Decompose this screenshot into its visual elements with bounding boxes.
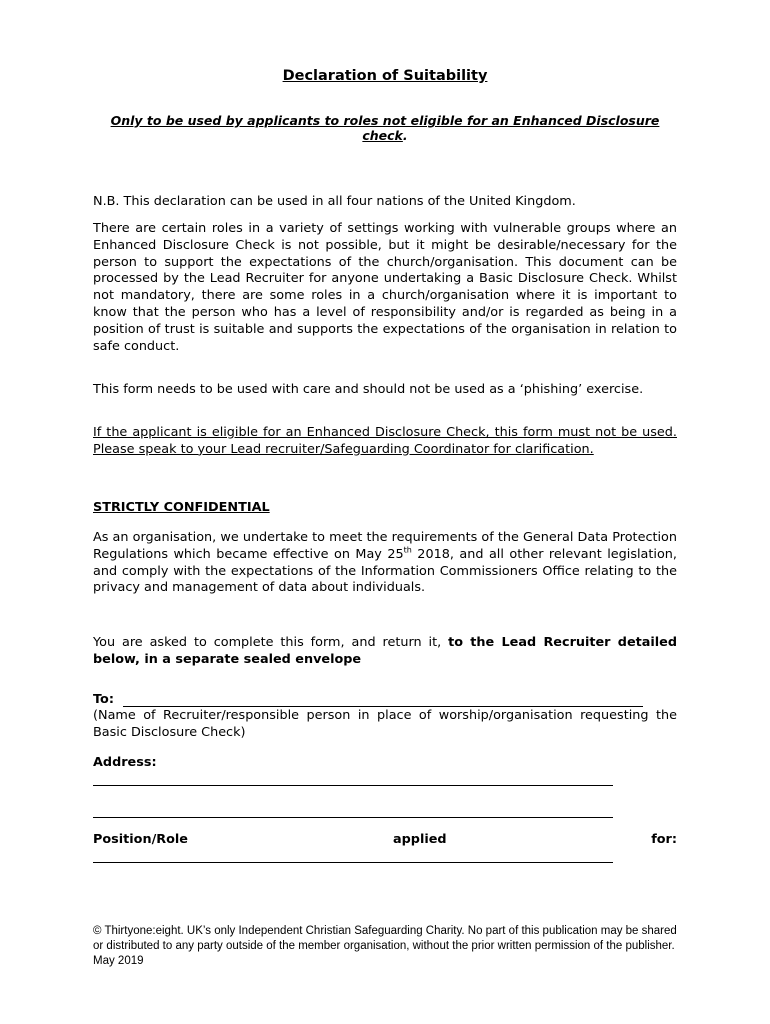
position-label-word-2: applied	[393, 832, 447, 847]
gdpr-text-2: 2018, and all other relevant legislation, and comply with the expectations of the Information Commissioners Office relating to the privacy and management of data about individuals.	[93, 546, 677, 596]
position-line[interactable]	[93, 862, 613, 863]
address-line-2[interactable]	[93, 817, 613, 818]
gdpr-text-1: As an organisation, we undertake to meet the requirements of the General Data Protection Regulations which became effective on May 25	[93, 530, 677, 562]
to-label: To:	[93, 692, 114, 707]
gdpr-superscript: th	[403, 545, 412, 555]
return-paragraph	[93, 635, 677, 669]
return-text-bold: to the Lead Recruiter detailed below, in a separate sealed envelope	[93, 635, 677, 667]
address-label: Address:	[93, 755, 157, 770]
eligible-warning-paragraph: If the applicant is eligible for an Enhanced Disclosure Check, this form must not be used. Please speak to your Lead recruiter/Safeguarding Coordinator for clarification.	[93, 425, 677, 457]
position-label-word-1: Position/Role	[93, 832, 188, 847]
document-page	[93, 0, 677, 1024]
return-text: You are asked to complete this form, and return it,	[93, 635, 449, 650]
roles-paragraph: There are certain roles in a variety of settings working with vulnerable groups where an Enhanced Disclosure Check is not possible, but it might be desirable/necessary for the person to support the expectations of the church/organisation. This document can be processed by the Lead Recruiter for anyone undertaking a Basic Disclosure Check. Whilst not mandatory, there are some roles in a church/organisation where it is important to know that the person who has a level of responsibility and/or is regarded as being in a position of trust is suitable and supports the expectations of the organisation in relation to safe conduct.	[93, 221, 677, 354]
copyright-footer: © Thirtyone:eight. UK’s only Independent Christian Safeguarding Charity. No part of this publication may be shared or distributed to any party outside of the member organisation, without the prior written permission of the publisher. May 2019	[93, 925, 677, 968]
subtitle-end: .	[402, 128, 408, 143]
confidential-heading: STRICTLY CONFIDENTIAL	[93, 500, 270, 515]
to-note: (Name of Recruiter/responsible person in place of worship/organisation requesting the Basic Disclosure Check)	[93, 708, 677, 740]
document-subtitle	[93, 113, 677, 143]
to-field-line[interactable]	[123, 706, 643, 707]
subtitle-line-1: Only to be used by applicants to roles not eligible for an Enhanced Disclosure	[110, 113, 660, 128]
gdpr-paragraph	[93, 530, 677, 597]
nb-paragraph: N.B. This declaration can be used in all four nations of the United Kingdom.	[93, 194, 576, 209]
position-label-word-3: for:	[651, 832, 677, 847]
document-title: Declaration of Suitability	[282, 68, 488, 84]
care-paragraph: This form needs to be used with care and should not be used as a ‘phishing’ exercise.	[93, 382, 644, 397]
address-line-1[interactable]	[93, 785, 613, 786]
subtitle-line-2: check	[362, 128, 403, 143]
